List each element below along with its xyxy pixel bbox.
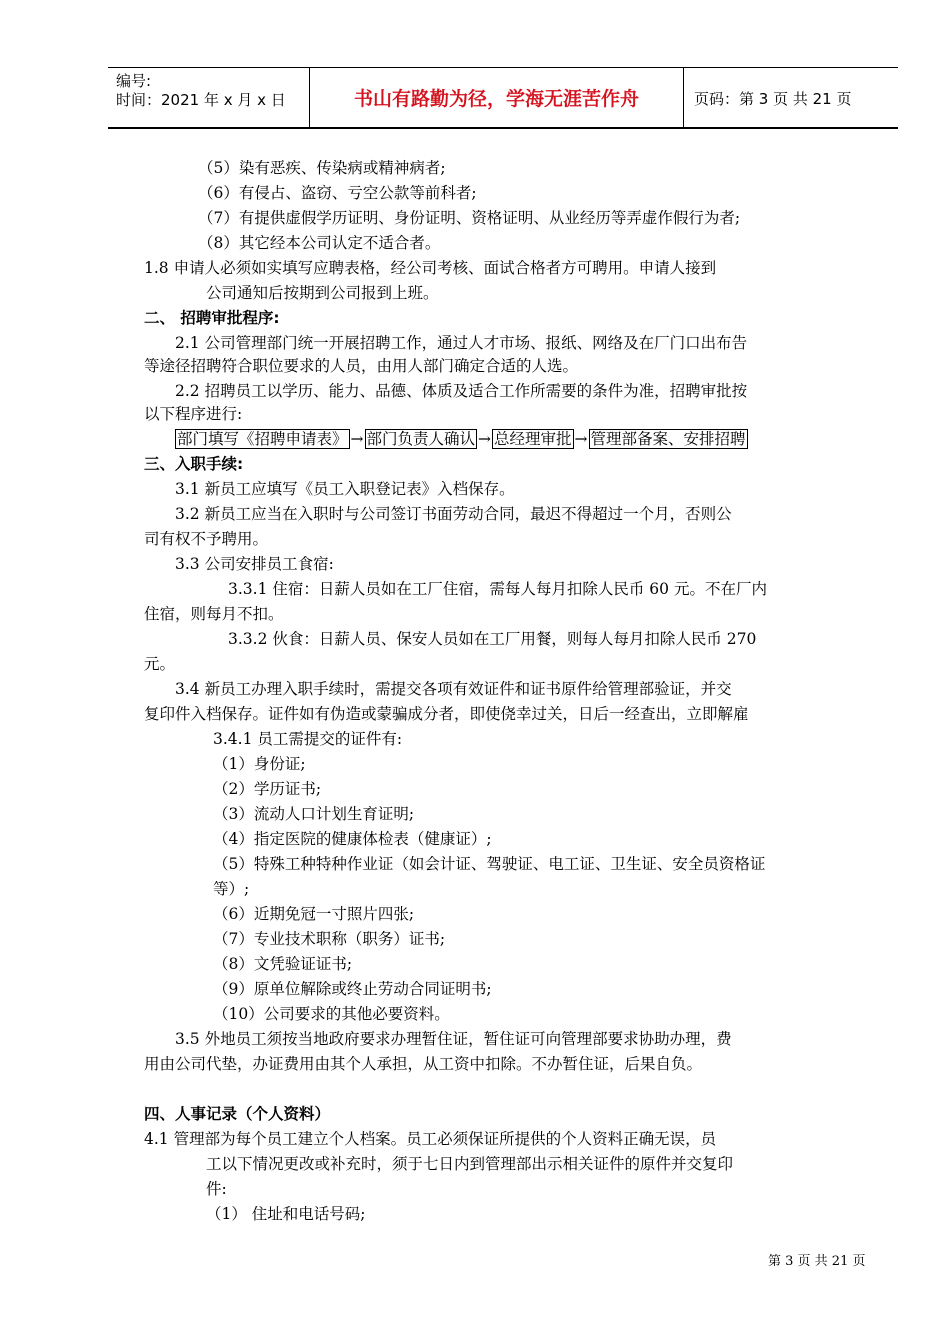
flow-step: 部门填写《招聘申请表》 (177, 430, 348, 448)
list-item: （1） 住址和电话号码; (206, 1205, 366, 1223)
body-line: 3.3.2 伙食：日薪人员、保安人员如在工厂用餐，则每人每月扣除人民币 270 (228, 630, 757, 648)
body-line: 3.5 外地员工须按当地政府要求办理暂住证，暂住证可向管理部要求协助办理，费 (175, 1030, 732, 1048)
body-line: 元。 (144, 655, 176, 673)
flow-step: 管理部备案、安排招聘 (590, 430, 746, 448)
doc-time-label: 时间：2021 年 x 月 x 日 (116, 91, 286, 109)
header-motto: 书山有路勤为径，学海无涯苦作舟 (353, 88, 639, 110)
section-heading: 二、 招聘审批程序: (144, 309, 280, 327)
body-line: 工以下情况更改或补充时，须于七日内到管理部出示相关证件的原件并交复印 (206, 1155, 734, 1173)
body-line: 司有权不予聘用。 (144, 530, 269, 548)
list-item: （1）身份证; (213, 755, 306, 773)
body-line: 3.1 新员工应填写《员工入职登记表》入档保存。 (175, 480, 515, 498)
body-line: 复印件入档保存。证件如有伪造或蒙骗成分者，即使侥幸过关，日后一经查出，立即解雇 (144, 705, 749, 723)
page-footer: 第 3 页 共 21 页 (768, 1254, 866, 1269)
body-line: 3.3.1 住宿：日薪人员如在工厂住宿，需每人每月扣除人民币 60 元。不在厂内 (228, 580, 767, 598)
approval-flow (175, 429, 748, 449)
body-line: （7）有提供虚假学历证明、身份证明、资格证明、从业经历等弄虚作假行为者; (198, 209, 741, 227)
flow-step: 总经理审批 (494, 430, 572, 448)
list-item: （8）文凭验证证书; (213, 955, 353, 973)
flow-step: 部门负责人确认 (366, 430, 476, 448)
list-item: （7）专业技术职称（职务）证书; (213, 930, 446, 948)
body-line: 2.2 招聘员工以学历、能力、品德、体质及适合工作所需要的条件为准，招聘审批按 (175, 382, 748, 400)
header-bottom-rule (108, 127, 898, 129)
flow-arrow: → (478, 430, 492, 448)
list-item: （10）公司要求的其他必要资料。 (213, 1005, 450, 1023)
body-line: 4.1 管理部为每个员工建立个人档案。员工必须保证所提供的个人资料正确无误，员 (144, 1130, 717, 1148)
body-line: 用由公司代垫，办证费用由其个人承担，从工资中扣除。不办暂住证，后果自负。 (144, 1055, 703, 1073)
body-line: 3.2 新员工应当在入职时与公司签订书面劳动合同，最迟不得超过一个月，否则公 (175, 505, 732, 523)
body-line: （5）染有恶疾、传染病或精神病者; (198, 159, 446, 177)
list-item: 等）; (213, 880, 250, 898)
body-line: 住宿，则每月不扣。 (144, 605, 284, 623)
list-item: （2）学历证书; (213, 780, 322, 798)
body-line: 3.4 新员工办理入职手续时，需提交各项有效证件和证书原件给管理部验证，并交 (175, 680, 732, 698)
list-item: （4）指定医院的健康体检表（健康证）; (213, 830, 492, 848)
body-line: 3.4.1 员工需提交的证件有: (213, 730, 403, 748)
body-line: （6）有侵占、盗窃、亏空公款等前科者; (198, 184, 477, 202)
header-page-info: 页码：第 3 页 共 21 页 (694, 90, 852, 108)
body-line: 3.3 公司安排员工食宿: (175, 555, 334, 573)
section-heading: 四、人事记录（个人资料） (144, 1105, 331, 1123)
list-item: （5）特殊工种特种作业证（如会计证、驾驶证、电工证、卫生证、安全员资格证 (213, 855, 766, 873)
body-line: 件: (206, 1180, 227, 1198)
body-line: （8）其它经本公司认定不适合者。 (198, 234, 441, 252)
header-motto-box (309, 67, 684, 127)
page-header (108, 67, 898, 129)
doc-number-label: 编号: (116, 72, 152, 90)
body-line: 2.1 公司管理部门统一开展招聘工作，通过人才市场、报纸、网络及在厂门口出布告 (175, 334, 748, 352)
section-heading: 三、入职手续: (144, 455, 244, 473)
body-line: 以下程序进行: (144, 405, 243, 423)
body-line: 1.8 申请人必须如实填写应聘表格，经公司考核、面试合格者方可聘用。申请人接到 (144, 259, 717, 277)
list-item: （6）近期免冠一寸照片四张; (213, 905, 415, 923)
list-item: （9）原单位解除或终止劳动合同证明书; (213, 980, 492, 998)
body-line: 公司通知后按期到公司报到上班。 (206, 284, 439, 302)
body-line: 等途径招聘符合职位要求的人员，由用人部门确定合适的人选。 (144, 357, 579, 375)
flow-arrow: → (350, 430, 364, 448)
flow-arrow: → (574, 430, 588, 448)
list-item: （3）流动人口计划生育证明; (213, 805, 415, 823)
